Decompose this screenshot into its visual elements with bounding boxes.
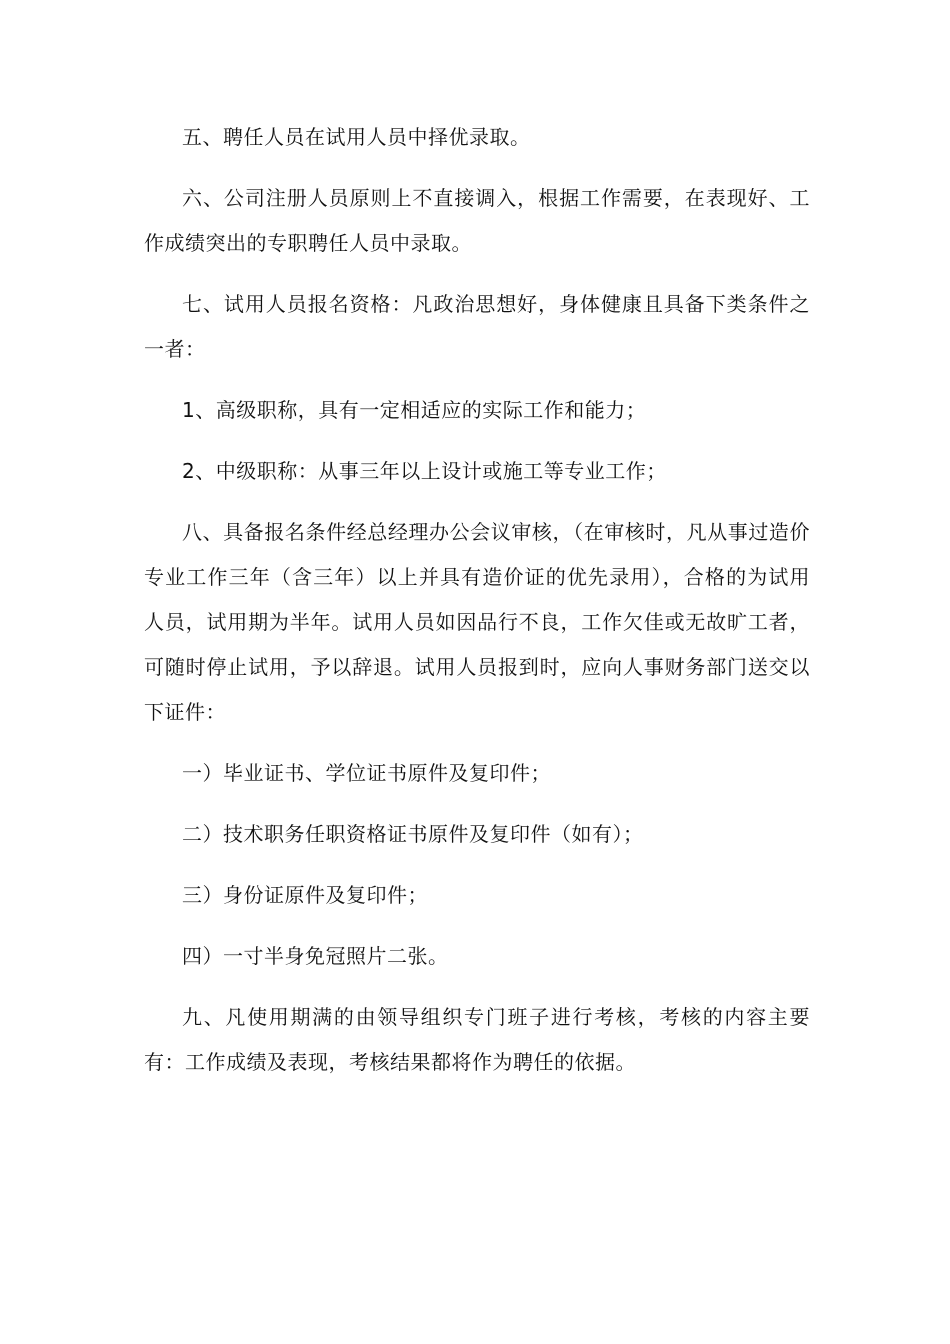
paragraph-item-7-qualifications: 七、试用人员报名资格：凡政治思想好，身体健康且具备下类条件之一者： (144, 292, 810, 361)
paragraph-item-9-assessment: 九、凡使用期满的由领导组织专门班子进行考核，考核的内容主要有：工作成绩及表现，考核结果都将作为聘任的依据。 (144, 1005, 810, 1074)
paragraph-doc-3-id-card: 三）身份证原件及复印件； (182, 883, 428, 907)
document-body (144, 115, 810, 1101)
paragraph-subitem-2-intermediate-title: 2、中级职称：从事三年以上设计或施工等专业工作； (182, 459, 667, 483)
paragraph-doc-2-certificate: 二）技术职务任职资格证书原件及复印件（如有）； (182, 822, 644, 846)
paragraph-item-5-hiring: 五、聘任人员在试用人员中择优录取。 (182, 125, 531, 149)
paragraph-item-8-review: 八、具备报名条件经总经理办公会议审核，（在审核时，凡从事过造价专业工作三年（含三年）以上并具有造价证的优先录用），合格的为试用人员，试用期为半年。试用人员如因品行不良，工作欠佳或无故旷工者，可随时停止试用，予以辞退。试用人员报到时，应向人事财务部门送交以下证件： (144, 520, 810, 724)
paragraph-doc-1-diploma: 一）毕业证书、学位证书原件及复印件； (182, 761, 551, 785)
paragraph-subitem-1-senior-title: 1、高级职称，具有一定相适应的实际工作和能力； (182, 398, 647, 422)
paragraph-doc-4-photo: 四）一寸半身免冠照片二张。 (182, 944, 449, 968)
paragraph-item-6-registered-staff: 六、公司注册人员原则上不直接调入，根据工作需要，在表现好、工作成绩突出的专职聘任人员中录取。 (144, 186, 810, 255)
